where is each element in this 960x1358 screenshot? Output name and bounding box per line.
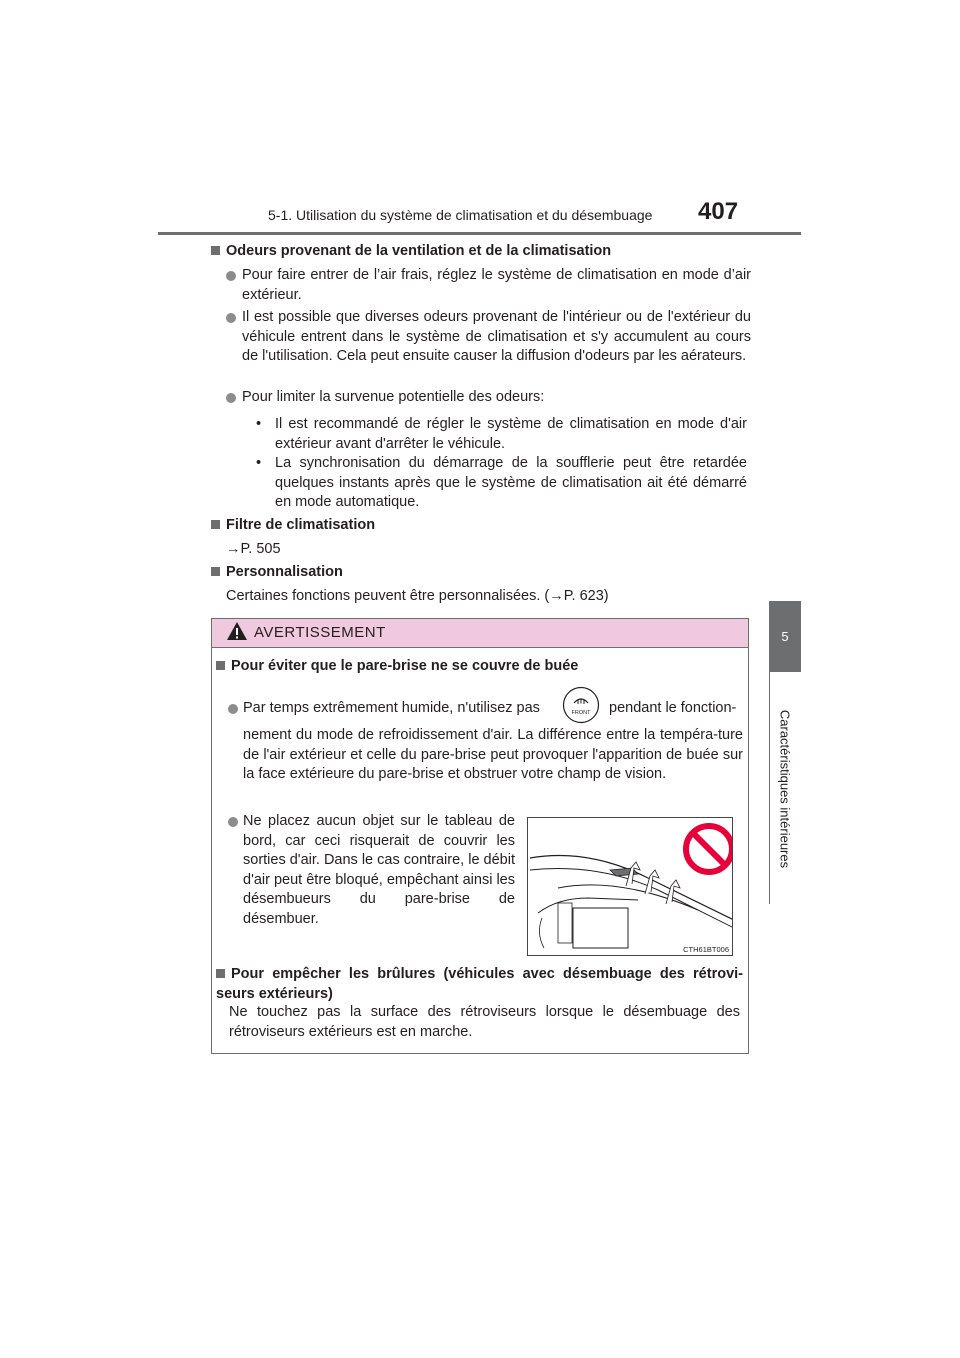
warning-heading-buee: Pour éviter que le pare-brise ne se couvre de buée <box>216 658 578 674</box>
chapter-label-box <box>770 676 800 901</box>
warning-title: AVERTISSEMENT <box>254 624 386 641</box>
page-number: 407 <box>698 198 739 225</box>
odeurs-sub-1: Il est recommandé de régler le système de climatisation en mode d'air extérieur avant d'arrêter le véhicule. <box>275 416 747 452</box>
odeurs-bullet-3: Pour limiter la survenue potentielle des odeurs: <box>242 389 545 405</box>
odeurs-bullet-1: Pour faire entrer de l’air frais, réglez le système de climatisation en mode d’air extérieur. <box>242 267 751 303</box>
dashboard-illustration <box>527 817 733 956</box>
personnalisation-page-link[interactable]: P. 623 <box>563 588 604 604</box>
warning-triangle-icon <box>226 621 248 641</box>
arrow-icon: → <box>226 541 241 557</box>
square-bullet-icon <box>216 969 225 978</box>
square-bullet-icon <box>216 661 225 670</box>
front-button-label: FRONT <box>571 710 591 716</box>
bullet-dot-icon <box>228 704 238 714</box>
header-rule <box>158 232 801 235</box>
square-bullet-icon <box>211 520 220 529</box>
filtre-page-link[interactable]: P. 505 <box>240 541 281 557</box>
dashboard-vent-drawing <box>528 818 733 956</box>
section-header-title: 5-1. Utilisation du système de climatisation et du désembuage <box>268 207 653 223</box>
illustration-code: CTH61BT006 <box>683 945 729 954</box>
bullet-dot-icon <box>226 271 236 281</box>
chapter-number: 5 <box>781 629 789 644</box>
odeurs-sub-2: La synchronisation du démarrage de la soufflerie peut être retardée quelques instants après que le système de climatisation ait été démarré en mode automatique. <box>275 455 747 510</box>
personnalisation-text: Certaines fonctions peuvent être personnalisées. (→P. 623) <box>226 588 609 604</box>
warning-bullet-2: Ne placez aucun objet sur le tableau de bord, car ceci risquerait de couvrir les sorties d'air. Dans le cas contraire, le débit d'air peut être bloqué, empêchant ainsi les désembueurs du pare-brise de désembuer. <box>243 813 515 927</box>
warning-brulures-text: Ne touchez pas la surface des rétroviseurs lorsque le désembuage des rétroviseurs extérieurs est en marche. <box>229 1004 740 1040</box>
odeurs-bullet-2: Il est possible que diverses odeurs provenant de l'intérieur ou de l'extérieur du véhicule entrent dans le système de climatisation et s'y accumulent au cours de l'utilisation. Cela peut ensuite causer la diffusion d'odeurs par les aérateurs. <box>242 309 751 364</box>
sub-bullet-marker: • <box>256 416 262 432</box>
bullet-dot-icon <box>228 817 238 827</box>
front-defroster-button-icon <box>562 686 600 724</box>
heading-filtre: Filtre de climatisation <box>211 517 375 533</box>
chapter-label: Caractéristiques intérieures <box>777 709 793 868</box>
bullet-dot-icon <box>226 313 236 323</box>
warning-bullet-1-end: pendant le fonction- <box>609 700 737 716</box>
warning-bullet-1-start: Par temps extrêmement humide, n'utilisez pas <box>243 700 540 716</box>
arrow-icon: → <box>549 588 564 604</box>
bullet-dot-icon <box>226 393 236 403</box>
chapter-tab <box>769 601 801 672</box>
square-bullet-icon <box>211 246 220 255</box>
heading-odeurs: Odeurs provenant de la ventilation et de la climatisation <box>211 243 611 259</box>
sub-bullet-marker: • <box>256 455 262 471</box>
warning-bullet-1-continuation: nement du mode de refroidissement d'air. La différence entre la tempéra-ture de l'air extérieur et celle du pare-brise peut provoquer l'apparition de buée sur la face extérieure du pare-brise et obstruer votre champ de vision. <box>243 727 743 782</box>
filtre-reference <box>226 540 281 560</box>
heading-personnalisation: Personnalisation <box>211 564 343 580</box>
warning-heading-brulures: Pour empêcher les brûlures (véhicules avec désembuage des rétrovi-seurs extérieurs) <box>216 966 743 1002</box>
square-bullet-icon <box>211 567 220 576</box>
